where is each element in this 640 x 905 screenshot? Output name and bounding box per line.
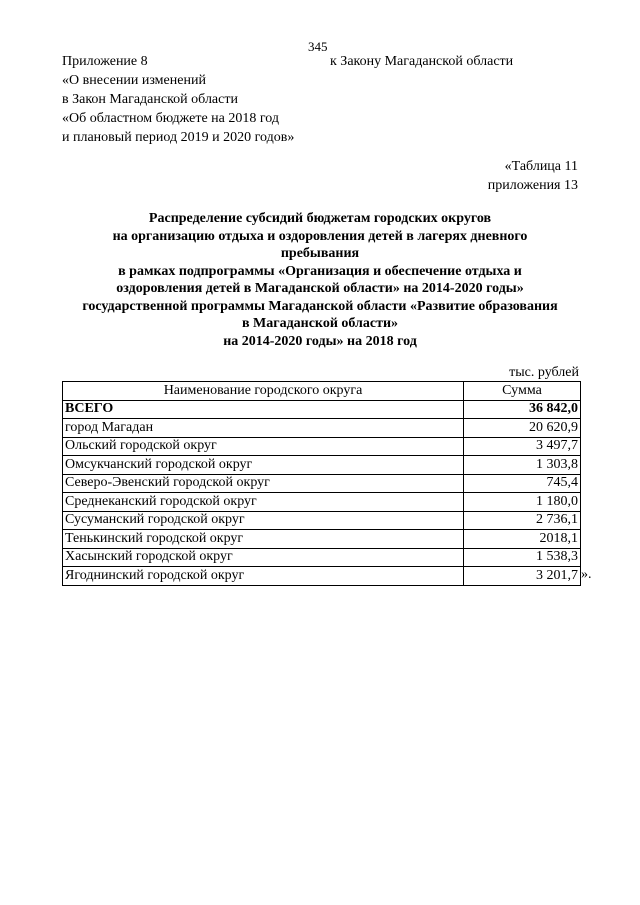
header-line: в Закон Магаданской области bbox=[62, 92, 238, 107]
title-line: на 2014-2020 годы» на 2018 год bbox=[223, 333, 417, 349]
table-row bbox=[63, 493, 581, 512]
district-name: Тенькинский городской округ bbox=[63, 530, 464, 549]
district-name: Среднеканский городской округ bbox=[63, 493, 464, 512]
table-row bbox=[63, 474, 581, 493]
title-line: пребывания bbox=[280, 246, 360, 261]
district-name: ВСЕГО bbox=[63, 400, 464, 419]
table-row bbox=[63, 437, 581, 456]
table-reference bbox=[488, 157, 578, 195]
table-row-total bbox=[63, 400, 581, 419]
header-line: «О внесении изменений bbox=[62, 73, 206, 88]
amount: 1 538,3 bbox=[464, 548, 581, 567]
table-reference-line: «Таблица 11 bbox=[504, 159, 578, 174]
table-reference-line: приложения 13 bbox=[487, 178, 578, 193]
amount: 2018,1 bbox=[464, 530, 581, 549]
closing-quote: ». bbox=[581, 567, 592, 582]
units-label: тыс. рублей bbox=[509, 365, 579, 380]
column-header-amount: Сумма bbox=[464, 382, 581, 401]
amount: 3 497,7 bbox=[464, 437, 581, 456]
page-number: 345 bbox=[308, 39, 328, 54]
amount: 3 201,7 bbox=[536, 567, 578, 583]
amount: 1 180,0 bbox=[464, 493, 581, 512]
amount: 745,4 bbox=[464, 474, 581, 493]
amount: 1 303,8 bbox=[464, 456, 581, 475]
table-row bbox=[63, 456, 581, 475]
amount: 36 842,0 bbox=[464, 400, 581, 419]
table-row bbox=[63, 419, 581, 438]
table-header-row bbox=[63, 382, 581, 401]
title-line: в рамках подпрограммы «Организация и обеспечение отдыха и bbox=[118, 263, 522, 279]
district-name: Омсукчанский городской округ bbox=[63, 456, 464, 475]
subsidy-table bbox=[62, 381, 592, 586]
table-row bbox=[63, 567, 581, 586]
title-line: на организацию отдыха и оздоровления детей в лагерях дневного bbox=[112, 228, 528, 244]
district-name: город Магадан bbox=[63, 419, 464, 438]
document-title bbox=[60, 210, 580, 350]
table-row bbox=[63, 548, 581, 567]
title-line: оздоровления детей в Магаданской области» на 2014-2020 годы» bbox=[116, 281, 524, 296]
title-line: в Магаданской области» bbox=[241, 316, 399, 331]
table-row bbox=[63, 530, 581, 549]
district-name: Ольский городской округ bbox=[63, 437, 464, 456]
district-name: Сусуманский городской округ bbox=[63, 511, 464, 530]
amount-last bbox=[464, 567, 592, 586]
district-name: Северо-Эвенский городской округ bbox=[63, 474, 464, 493]
law-reference: к Закону Магаданской области bbox=[330, 54, 514, 69]
title-line: государственной программы Магаданской области «Развитие образования bbox=[82, 298, 558, 314]
header-line: «Об областном бюджете на 2018 год bbox=[62, 111, 279, 126]
appendix-label: Приложение 8 bbox=[62, 54, 148, 69]
appendix-header bbox=[62, 52, 294, 147]
column-header-name: Наименование городского округа bbox=[63, 382, 464, 401]
district-name: Ягоднинский городской округ bbox=[63, 567, 464, 586]
amount: 20 620,9 bbox=[464, 419, 581, 438]
table-row bbox=[63, 511, 581, 530]
title-line: Распределение субсидий бюджетам городских округов bbox=[148, 211, 492, 226]
district-name: Хасынский городской округ bbox=[63, 548, 464, 567]
amount: 2 736,1 bbox=[464, 511, 581, 530]
header-line: и плановый период 2019 и 2020 годов» bbox=[62, 130, 295, 145]
